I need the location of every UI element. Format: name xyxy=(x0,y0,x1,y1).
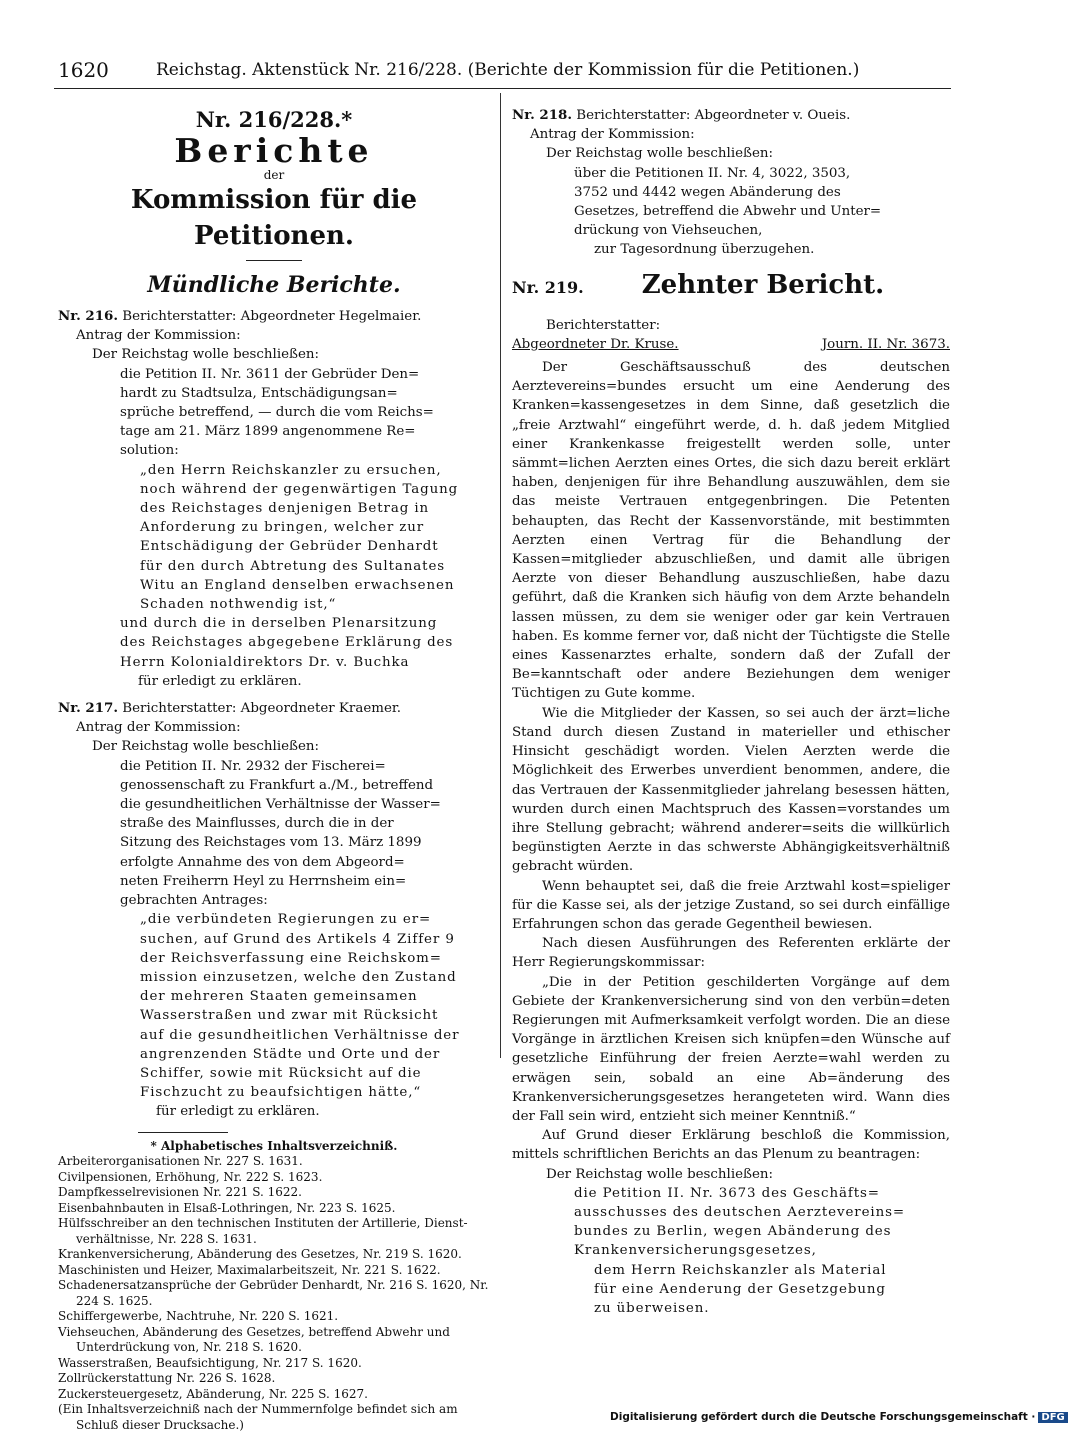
dfg-logo: DFG xyxy=(1038,1412,1067,1423)
quote-line: „die verbündeten Regierungen zu er= xyxy=(140,912,432,928)
column-divider xyxy=(500,93,501,1058)
quote-line: der Reichsverfassung eine Reichskom= xyxy=(140,950,442,966)
index-entry: Schadenersatzansprüche der Gebrüder Denhardt, Nr. 216 S. 1620, Nr. 224 S. 1625. xyxy=(58,1278,489,1308)
right-column xyxy=(512,106,950,1318)
quote-line: des Reichstages denjenigen Betrag in xyxy=(140,501,430,517)
report-number: Nr. 216. xyxy=(58,308,119,324)
paragraph: Wie die Mitglieder der Kassen, so sei auch der ärzt=liche Stand durch diesen Zustand in materieller und ethischer Hinsicht geschädigt worden. Vielen Aerzten werde die Möglichkeit des Erwerbes unverdient benommen, andere, die das Vertrauen der Kassenmitglieder jahrelang besessen hätten, wurden durch einen Machtspruch des Kassen=vorstandes um ihre Stellung gebracht; während anderer=seits die willkürlich begünstigten Aerzte in das schwerste Abhängigkeitsverhältniß gebracht würden. xyxy=(512,705,950,875)
text-line: für erledigt zu erklären. xyxy=(156,1104,320,1120)
quote-line: Schaden nothwendig ist,“ xyxy=(140,597,337,613)
index-entry: Arbeiterorganisationen Nr. 227 S. 1631. xyxy=(58,1154,303,1169)
reporter: Berichterstatter: Abgeordneter Kraemer. xyxy=(118,701,402,717)
title-connector: der xyxy=(263,168,285,182)
text-line: erfolgte Annahme des von dem Abgeord= xyxy=(120,854,405,870)
left-column xyxy=(58,106,490,1433)
index-entry: Hülfsschreiber an den technischen Instituten der Artillerie, Dienst-verhältnisse, Nr. 228 S. 1631. xyxy=(58,1216,468,1246)
footnote-index xyxy=(58,1139,490,1434)
quote-line: Fischzucht zu beaufsichtigen hätte,“ xyxy=(140,1085,422,1101)
resolution-intro: Der Reichstag wolle beschließen: xyxy=(546,1166,774,1182)
motion-label: Antrag der Kommission: xyxy=(76,720,241,736)
text-line: des Reichstages abgegebene Erklärung des xyxy=(120,635,454,651)
reporter-name: Abgeordneter Dr. Kruse. xyxy=(512,336,679,352)
text-line: neten Freiherrn Heyl zu Herrnsheim ein= xyxy=(120,873,407,889)
paragraph: Nach diesen Ausführungen des Referenten erklärte der Herr Regierungskommissar: xyxy=(512,936,950,971)
text-line: die Petition II. Nr. 3673 des Geschäfts= xyxy=(574,1185,880,1201)
text-line: gebrachten Antrages: xyxy=(120,893,268,909)
credit-text: Digitalisierung gefördert durch die Deutsche Forschungsgemeinschaft · xyxy=(610,1411,1036,1423)
reporter-row xyxy=(512,335,950,354)
index-entry: Maschinisten und Heizer, Maximalarbeitszeit, Nr. 221 S. 1622. xyxy=(58,1262,441,1277)
report-title: Zehnter Bericht. xyxy=(641,269,885,300)
quote-line: Schiffer, sowie mit Rücksicht auf die xyxy=(140,1065,422,1081)
text-line: für eine Aenderung der Gesetzgebung xyxy=(594,1281,886,1297)
index-note: (Ein Inhaltsverzeichniß nach der Nummernfolge befindet sich am Schluß dieser Drucksache.) xyxy=(58,1402,458,1432)
quote-line: mission einzusetzen, welche den Zustand xyxy=(140,969,457,985)
text-line: sprüche betreffend, — durch die vom Reichs= xyxy=(120,405,434,421)
report-heading xyxy=(512,269,950,316)
footnote-heading: * Alphabetisches Inhaltsverzeichniß. xyxy=(150,1138,398,1153)
text-line: die Petition II. Nr. 3611 der Gebrüder Den= xyxy=(120,366,420,382)
text-line: Gesetzes, betreffend die Abwehr und Unter= xyxy=(574,204,882,220)
quote-line: Witu an England denselben erwachsenen xyxy=(140,577,455,593)
text-line: 3752 und 4442 wegen Abänderung des xyxy=(574,184,841,200)
quote-line: für den durch Abtretung des Sultanates xyxy=(140,558,446,574)
index-entry: Zuckersteuergesetz, Abänderung, Nr. 225 S. 1627. xyxy=(58,1386,368,1401)
subtitle: Kommission für die Petitionen. xyxy=(130,185,418,251)
index-entry: Krankenversicherung, Abänderung des Gesetzes, Nr. 219 S. 1620. xyxy=(58,1247,462,1262)
text-line: Herrn Kolonialdirektors Dr. v. Buchka xyxy=(120,654,410,670)
text-line: die Petition II. Nr. 2932 der Fischerei= xyxy=(120,758,386,774)
quote-line: angrenzenden Städte und Orte und der xyxy=(140,1046,441,1062)
paragraph: Der Geschäftsausschuß des deutschen Aerztevereins=bundes ersucht um eine Aenderung des Kranken=kassengesetzes in dem Sinne, daß gesetzlich die „freie Arztwahl“ eingeführt werde, d. h. daß jedem Mitglied einer Krankenkasse freigestellt werden solle, unter sämmt=lichen Aerzten eines Ortes, die sich dazu bereit erklärt haben, denjenigen für ihre Behandlung auszuwählen, dem sie das meiste Vertrauen entgegenbringen. Die Petenten behaupten, das Recht der Kassenvorstände, mit bestimmten Aerzten einen Vertrag für die Behandlung der Kassen=mitglieder abzuschließen, und damit alle übrigen Aerzte von dieser Behandlung auszuschließen, habe dazu geführt, daß die Kranken sich häufig von dem Arzte behandeln lassen müssen, zu dem sie weniger oder gar kein Vertrauen haben. Es komme ferner vor, daß nicht der Tüchtigste die Stelle eines Kassenarztes erhalte, sondern daß der Zufall der Be=kanntschaft oder andere Beziehungen dem weniger Tüchtigen zu Gute komme. xyxy=(512,360,950,702)
reporter: Berichterstatter: Abgeordneter v. Oueis. xyxy=(572,108,851,123)
header-rule xyxy=(54,88,951,89)
text-line: hardt zu Stadtsulza, Entschädigungsan= xyxy=(120,385,398,401)
resolution-intro: Der Reichstag wolle beschließen: xyxy=(546,146,774,162)
resolution-intro: Der Reichstag wolle beschließen: xyxy=(92,739,320,755)
paragraph: Auf Grund dieser Erklärung beschloß die Kommission, mittels schriftlichen Berichts an das Plenum zu beantragen: xyxy=(512,1128,950,1163)
text-line: für erledigt zu erklären. xyxy=(138,673,302,689)
footnote-rule xyxy=(138,1132,228,1133)
report-number: Nr. 217. xyxy=(58,700,119,717)
motion-label: Antrag der Kommission: xyxy=(76,328,241,344)
main-title: Berichte xyxy=(174,131,374,170)
report-number: Nr. 218. xyxy=(512,107,573,123)
text-line: solution: xyxy=(120,443,179,459)
report-218 xyxy=(512,106,950,260)
text-line: zu überweisen. xyxy=(594,1300,710,1316)
text-line: über die Petitionen II. Nr. 4, 3022, 3503, xyxy=(574,165,851,181)
resolution-intro: Der Reichstag wolle beschließen: xyxy=(92,347,320,363)
index-entry: Viehseuchen, Abänderung des Gesetzes, betreffend Abwehr und Unterdrückung von, Nr. 218 S. 1620. xyxy=(58,1324,450,1355)
motion-label: Antrag der Kommission: xyxy=(530,127,695,143)
journal-number: Journ. II. Nr. 3673. xyxy=(821,336,950,352)
index-entry: Wasserstraßen, Beaufsichtigung, Nr. 217 S. 1620. xyxy=(58,1355,362,1370)
running-title: Reichstag. Aktenstück Nr. 216/228. (Berichte der Kommission für die Petitionen.) xyxy=(156,60,860,80)
index-entry: Eisenbahnbauten in Elsaß-Lothringen, Nr. 223 S. 1625. xyxy=(58,1200,396,1215)
digitization-credit xyxy=(610,1411,1068,1423)
text-line: genossenschaft zu Frankfurt a./M., betreffend xyxy=(120,777,434,793)
text-line: drückung von Viehseuchen, xyxy=(574,223,763,239)
index-entry: Civilpensionen, Erhöhung, Nr. 222 S. 1623. xyxy=(58,1169,323,1184)
text-line: und durch die in derselben Plenarsitzung xyxy=(120,616,438,632)
report-217 xyxy=(58,699,490,1121)
document-number: Nr. 216/228.* xyxy=(195,107,353,132)
quote-line: auf die gesundheitlichen Verhältnisse der xyxy=(140,1027,460,1043)
quote-line: der mehreren Staaten gemeinsamen xyxy=(140,989,418,1005)
paragraph: Wenn behauptet sei, daß die freie Arztwahl kost=spieliger für die Kasse sei, als der jetzige Zustand, so sei durch einfällige Erfahrungen schon das gerade Gegentheil bewiesen. xyxy=(512,878,950,932)
reporter-label: Berichterstatter: xyxy=(546,317,661,333)
text-line: tage am 21. März 1899 angenommene Re= xyxy=(120,424,416,440)
text-line: die gesundheitlichen Verhältnisse der Wasser= xyxy=(120,797,441,813)
text-line: zur Tagesordnung überzugehen. xyxy=(594,242,815,258)
text-line: straße des Mainflusses, durch die in der xyxy=(120,816,394,832)
report-219 xyxy=(512,269,950,1319)
text-line: ausschusses des deutschen Aerztevereins= xyxy=(574,1204,905,1220)
quote-line: „den Herrn Reichskanzler zu ersuchen, xyxy=(140,462,442,478)
quote-line: noch während der gegenwärtigen Tagung xyxy=(140,481,459,497)
reporter: Berichterstatter: Abgeordneter Hegelmaier. xyxy=(118,309,422,324)
quote-line: suchen, auf Grund des Artikels 4 Ziffer 9 xyxy=(140,931,455,947)
quote-line: Entschädigung der Gebrüder Denhardt xyxy=(140,539,439,555)
text-line: Sitzung des Reichstages vom 13. März 1899 xyxy=(120,835,422,851)
quote-line: Wasserstraßen und zwar mit Rücksicht xyxy=(140,1008,439,1024)
title-rule xyxy=(246,260,302,261)
report-number: Nr. 219. xyxy=(512,277,584,297)
quote-line: Anforderung zu bringen, welcher zur xyxy=(140,520,425,536)
text-line: dem Herrn Reichskanzler als Material xyxy=(594,1262,887,1278)
index-entry: Zollrückerstattung Nr. 226 S. 1628. xyxy=(58,1371,276,1386)
report-216 xyxy=(58,307,490,691)
page-header xyxy=(58,58,948,88)
section-heading: Mündliche Berichte. xyxy=(147,272,401,298)
text-line: bundes zu Berlin, wegen Abänderung des xyxy=(574,1224,892,1240)
quotation: „Die in der Petition geschilderten Vorgänge auf dem Gebiete der Krankenversicherung sind von den verbün=deten Regierungen mit Aufmerksamkeit verfolgt worden. Die an diese Vorgänge in ärztlichen Kreisen sich knüpfen=den Wünsche auf gesetzliche Einführung der freien Aerzte=wahl werden zu erwägen sein, sobald an eine Ab=änderung des Krankenversicherungsgesetzes herangeteten wird. Wann dies der Fall sein wird, entzieht sich meiner Kenntniß.“ xyxy=(512,974,950,1124)
text-line: Krankenversicherungsgesetzes, xyxy=(574,1243,817,1259)
index-entry: Schiffergewerbe, Nachtruhe, Nr. 220 S. 1621. xyxy=(58,1309,339,1324)
page-number: 1620 xyxy=(58,58,109,82)
index-entry: Dampfkesselrevisionen Nr. 221 S. 1622. xyxy=(58,1185,302,1200)
